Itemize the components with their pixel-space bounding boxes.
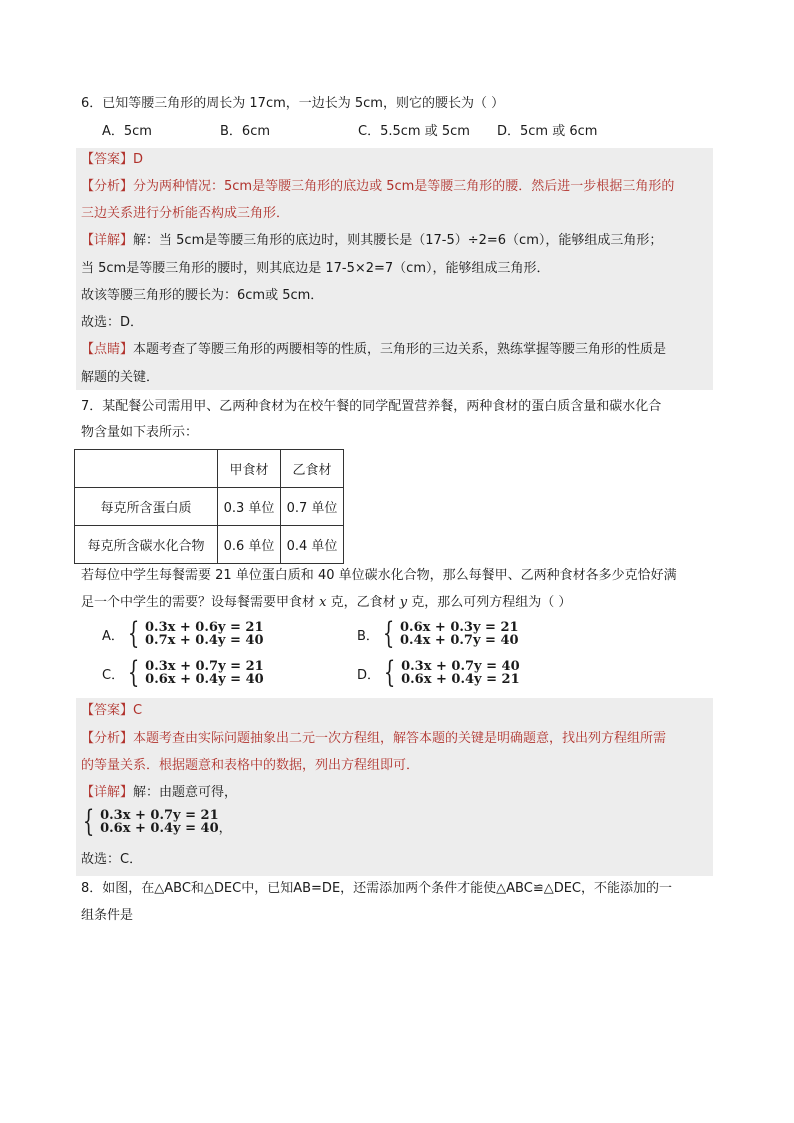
answer-tag: 【答案】 (81, 152, 134, 167)
q6-option-d: D．5cm 或 6cm (497, 124, 598, 139)
q6-detail-line-3: 故该等腰三角形的腰长为：6cm或 5cm． (81, 288, 324, 303)
equation: 0.3x + 0.7y = 21 (100, 808, 219, 823)
equation-pair (145, 660, 264, 686)
q6-comment-line-2: 解题的关键． (81, 370, 160, 385)
nutrition-table (74, 449, 344, 564)
q6-option-a: A．5cm (102, 124, 152, 139)
q6-detail-text-1: 解：当 5cm是等腰三角形的底边时，则其腰长是（17-5）÷2=6（cm），能够组成三角形； (133, 233, 663, 248)
table-cell: 0.4 单位 (281, 526, 344, 564)
q6-stem: 6．已知等腰三角形的周长为 17cm，一边长为 5cm，则它的腰长为（ ） (81, 96, 505, 111)
table-row (75, 488, 344, 526)
left-brace: { (127, 655, 140, 690)
q6-option-c: C．5.5cm 或 5cm (358, 124, 470, 139)
option-label: A． (102, 628, 124, 644)
equation: 0.3x + 0.7y = 21 (145, 659, 264, 674)
q7-answer: C (133, 703, 143, 718)
q7-detail-text-1: 解：由题意可得， (133, 785, 238, 800)
q6-detail-line-4: 故选：D． (81, 315, 144, 330)
equation: 0.6x + 0.3y = 21 (400, 620, 519, 635)
analysis-tag: 【分析】 (81, 179, 134, 194)
q7-detail-line-1 (81, 783, 237, 803)
equation-pair (100, 809, 219, 835)
comma: ， (218, 821, 232, 836)
q6-analysis-text-1: 分为两种情况：5cm是等腰三角形的底边或 5cm是等腰三角形的腰．然后进一步根据三角形的 (133, 179, 675, 194)
q7-stem-line-1: 7．某配餐公司需用甲、乙两种食材为在校午餐的同学配置营养餐，两种食材的蛋白质含量和碳水化合 (81, 399, 662, 414)
q6-detail-line-2: 当 5cm是等腰三角形的腰时，则其底边是 17-5×2=7（cm），能够组成三角形． (81, 261, 550, 276)
q8-stem-line-1: 8．如图，在△ABC和△DEC中，已知AB=DE，还需添加两个条件才能使△ABC≌△DEC，不能添加的一 (81, 881, 673, 896)
left-brace: { (383, 655, 396, 690)
q8-stem-line-2: 组条件是 (81, 908, 134, 923)
q7-analysis-text-1: 本题考查由实际问题抽象出二元一次方程组，解答本题的关键是明确题意，找出列方程组所需 (133, 731, 667, 746)
detail-tag: 【详解】 (81, 233, 134, 248)
q6-comment-text-1: 本题考查了等腰三角形的两腰相等的性质，三角形的三边关系，熟练掌握等腰三角形的性质是 (133, 342, 667, 357)
equation-pair (400, 621, 519, 647)
q7-option-a (102, 616, 264, 651)
q6-answer-line (81, 150, 143, 170)
q7-detail-line-2: 故选：C． (81, 852, 143, 867)
table-cell: 每克所含蛋白质 (75, 488, 218, 526)
q7-analysis-line-1 (81, 729, 666, 749)
left-brace: { (82, 804, 95, 839)
q7-stem-text-b: 克，乙食材 (326, 595, 400, 610)
q7-stem-line-4 (81, 593, 571, 613)
q7-answer-line (81, 701, 142, 721)
detail-tag: 【详解】 (81, 785, 134, 800)
equation: 0.3x + 0.6y = 21 (145, 620, 264, 635)
table-header-cell: 甲食材 (218, 450, 281, 488)
q6-detail-line-1 (81, 231, 662, 251)
q7-stem-text-a: 足一个中学生的需要？设每餐需要甲食材 (81, 595, 320, 610)
q7-option-d (357, 655, 520, 690)
q6-analysis-line-2: 三边关系进行分析能否构成三角形． (81, 206, 290, 221)
q7-analysis-line-2: 的等量关系．根据题意和表格中的数据，列出方程组即可． (81, 758, 420, 773)
q7-stem-text-c: 克，那么可列方程组为（ ） (407, 595, 572, 610)
equation: 0.3x + 0.7y = 40 (401, 659, 520, 674)
option-label: C． (102, 667, 125, 683)
table-header-cell (75, 450, 218, 488)
comment-tag: 【点睛】 (81, 342, 134, 357)
answer-tag: 【答案】 (81, 703, 134, 718)
equation-pair (145, 621, 264, 647)
q6-comment-line-1 (81, 340, 666, 360)
left-brace: { (127, 616, 140, 651)
q7-option-b (357, 616, 519, 651)
option-label: B． (357, 628, 379, 644)
table-cell: 0.7 单位 (281, 488, 344, 526)
table-row (75, 526, 344, 564)
var-x: x (319, 595, 327, 610)
table-cell: 0.6 单位 (218, 526, 281, 564)
q7-stem-line-2: 物含量如下表所示： (81, 425, 199, 440)
var-y: y (399, 595, 408, 610)
table-cell: 每克所含碳水化合物 (75, 526, 218, 564)
left-brace: { (382, 616, 395, 651)
q6-option-b: B．6cm (220, 124, 271, 139)
equation: 0.6x + 0.4y = 21 (401, 672, 520, 687)
table-cell: 0.3 单位 (218, 488, 281, 526)
q7-detail-system (79, 804, 232, 839)
equation: 0.6x + 0.4y = 40 (145, 672, 264, 687)
table-header-cell: 乙食材 (281, 450, 344, 488)
table-header-row (75, 450, 344, 488)
option-label: D． (357, 667, 381, 683)
equation: 0.6x + 0.4y = 40 (100, 821, 219, 836)
equation: 0.7x + 0.4y = 40 (145, 633, 264, 648)
analysis-tag: 【分析】 (81, 731, 134, 746)
equation: 0.4x + 0.7y = 40 (400, 633, 519, 648)
q6-answer: D (133, 152, 144, 167)
equation-pair (401, 660, 520, 686)
q6-analysis-line-1 (81, 177, 674, 197)
q7-option-c (102, 655, 264, 690)
q7-stem-line-3: 若每位中学生每餐需要 21 单位蛋白质和 40 单位碳水化合物，那么每餐甲、乙两种食材各多少克恰好满 (81, 568, 677, 583)
